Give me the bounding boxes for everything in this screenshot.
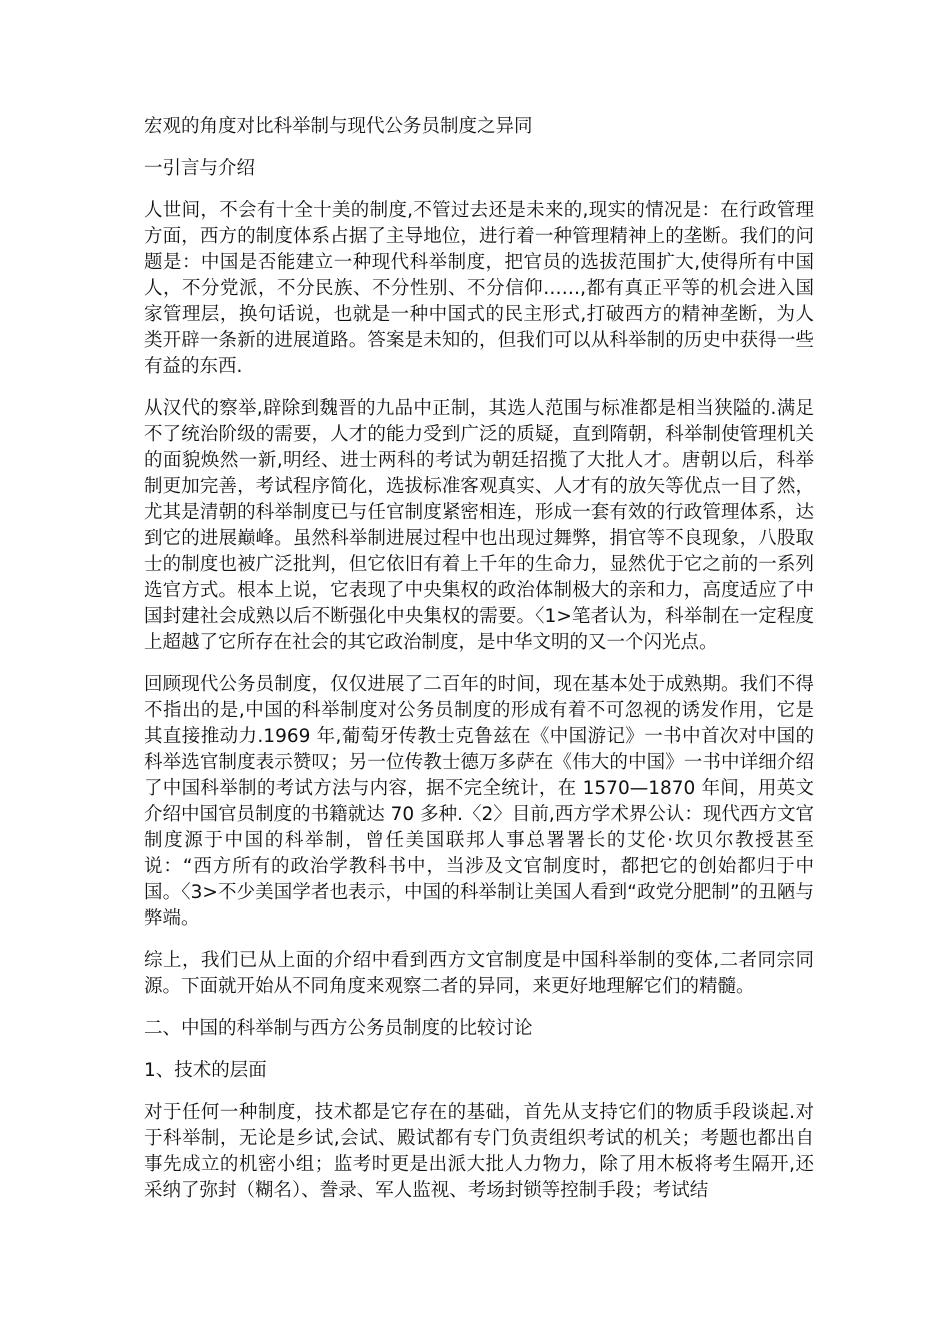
section-heading-intro: 一引言与介绍 (144, 158, 256, 179)
paragraph-summary: 综上，我们已从上面的介绍中看到西方文官制度是中国科举制的变体,二者同宗同源。下面就开始从不同角度来观察二者的异同，来更好地理解它们的精髓。 (144, 950, 814, 997)
section-heading-comparison: 二、中国的科举制与西方公务员制度的比较讨论 (144, 1018, 533, 1039)
paragraph-intro: 人世间，不会有十全十美的制度,不管过去还是未来的,现实的情况是：在行政管理方面，西方的制度体系占据了主导地位，进行着一种管理精神上的垄断。我们的问题是：中国是否能建立一种现代科举制度，把官员的选拔范围扩大,使得所有中国人，不分党派，不分民族、不分性别、不分信仰……,都有真正平等的机会进入国家管理层，换句话说，也就是一种中国式的民主形式,打破西方的精神垄断，为人类开辟一条新的进展道路。答案是未知的，但我们可以从科举制的历史中获得一些有益的东西. (144, 200, 814, 377)
document-title: 宏观的角度对比科举制与现代公务员制度之异同 (144, 116, 533, 137)
document-page (144, 114, 814, 1220)
paragraph-history: 从汉代的察举,辟除到魏晋的九品中正制，其选人范围与标准都是相当狭隘的.满足不了统治阶级的需要，人才的能力受到广泛的质疑，直到隋朝，科举制使管理机关的面貌焕然一新,明经、进士两科的考试为朝廷招揽了大批人才。唐朝以后，科举制更加完善，考试程序简化，选拔标准客观真实、人才有的放矢等优点一目了然，尤其是清朝的科举制度已与任官制度紧密相连，形成一套有效的行政管理体系，达到它的进展巅峰。虽然科举制进展过程中也出现过舞弊，捐官等不良现象，八股取士的制度也被广泛批判，但它依旧有着上千年的生命力，显然优于它之前的一系列选官方式。根本上说，它表现了中央集权的政治体制极大的亲和力，高度适应了中国封建社会成熟以后不断强化中央集权的需要。〈1>笔者认为，科举制在一定程度上超越了它所存在社会的其它政治制度，是中华文明的又一个闪光点。 (144, 398, 814, 653)
paragraph-civil-service: 回顾现代公务员制度，仅仅进展了二百年的时间，现在基本处于成熟期。我们不得不指出的是,中国的科举制度对公务员制度的形成有着不可忽视的诱发作用，它是其直接推动力.1969 年,葡萄牙传教士克鲁兹在《中国游记》一书中首次对中国的科举选官制度表示赞叹；另一位传教士德万多萨在《伟大的中国》一书中详细介绍了中国科举制的考试方法与内容，据不完全统计，在 1570—1870 年间，用英文介绍中国官员制度的书籍就达 70 多种.〈2〉目前,西方学术界公认：现代西方文官制度源于中国的科举制，曾任美国联邦人事总署署长的艾伦·坎贝尔教授甚至说：“西方所有的政治学教科书中，当涉及文官制度时，都把它的创始都归于中国。〈3>不少美国学者也表示，中国的科举制让美国人看到“政党分肥制”的丑陋与弊端。 (144, 674, 814, 929)
subsection-heading-technical: 1、技术的层面 (144, 1060, 267, 1081)
paragraph-technical: 对于任何一种制度，技术都是它存在的基础，首先从支持它们的物质手段谈起.对于科举制，无论是乡试,会试、殿试都有专门负责组织考试的机关；考题也都出自事先成立的机密小组；监考时更是出派大批人力物力，除了用木板将考生隔开,还采纳了弥封（糊名）、誊录、军人监视、考场封锁等控制手段；考试结 (144, 1102, 814, 1201)
